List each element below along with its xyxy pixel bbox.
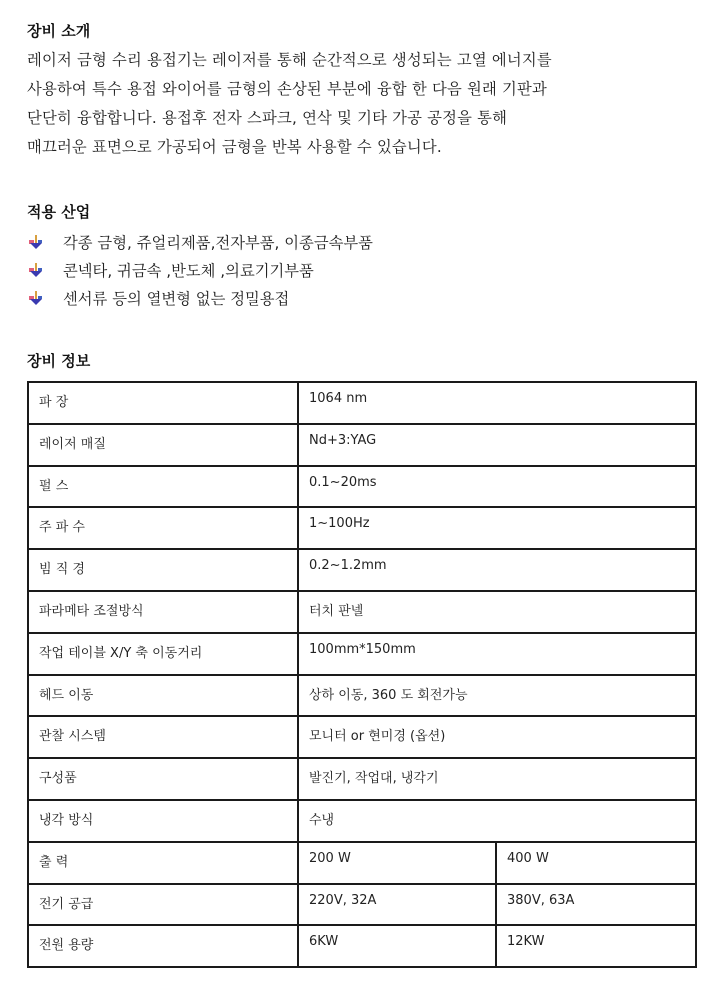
spec-value: 1~100Hz bbox=[298, 507, 696, 549]
intro-line: 매끄러운 표면으로 가공되어 금형을 반복 사용할 수 있습니다. bbox=[27, 138, 442, 156]
arrow-down-bullet-icon bbox=[27, 289, 45, 307]
table-row bbox=[28, 716, 696, 758]
arrow-down-bullet-icon bbox=[27, 233, 45, 251]
spec-label: 파 장 bbox=[28, 382, 298, 424]
spec-value: 수냉 bbox=[298, 800, 696, 842]
spec-label: 레이저 매질 bbox=[28, 424, 298, 466]
spec-value: 상하 이동, 360 도 회전가능 bbox=[298, 675, 696, 717]
list-item bbox=[27, 228, 373, 256]
spec-label: 헤드 이동 bbox=[28, 675, 298, 717]
spec-label: 전기 공급 bbox=[28, 884, 298, 926]
table-row bbox=[28, 633, 696, 675]
spec-label: 관찰 시스템 bbox=[28, 716, 298, 758]
list-item-text: 콘넥타, 귀금속 ,반도체 ,의료기기부품 bbox=[63, 262, 314, 280]
table-row bbox=[28, 842, 696, 884]
spec-value-400w: 400 W bbox=[496, 842, 696, 884]
list-item bbox=[27, 284, 373, 312]
spec-value: Nd+3:YAG bbox=[298, 424, 696, 466]
spec-value-400w: 12KW bbox=[496, 925, 696, 967]
spec-label: 출 력 bbox=[28, 842, 298, 884]
table-row bbox=[28, 507, 696, 549]
spec-label: 전원 용량 bbox=[28, 925, 298, 967]
spec-label: 냉각 방식 bbox=[28, 800, 298, 842]
specs-heading: 장비 정보 bbox=[27, 352, 91, 370]
table-row bbox=[28, 925, 696, 967]
spec-value: 0.2~1.2mm bbox=[298, 549, 696, 591]
intro-line: 레이저 금형 수리 용접기는 레이저를 통해 순간적으로 생성되는 고열 에너지를 bbox=[27, 51, 552, 69]
intro-paragraph bbox=[27, 46, 707, 162]
spec-value-200w: 200 W bbox=[298, 842, 496, 884]
applications-list bbox=[27, 228, 373, 312]
table-row bbox=[28, 758, 696, 800]
intro-heading: 장비 소개 bbox=[27, 22, 91, 40]
table-row bbox=[28, 382, 696, 424]
table-row bbox=[28, 800, 696, 842]
spec-label: 작업 테이블 X/Y 축 이동거리 bbox=[28, 633, 298, 675]
spec-value-400w: 380V, 63A bbox=[496, 884, 696, 926]
spec-label: 구성품 bbox=[28, 758, 298, 800]
table-row bbox=[28, 675, 696, 717]
spec-value: 터치 판넬 bbox=[298, 591, 696, 633]
spec-value: 100mm*150mm bbox=[298, 633, 696, 675]
applications-heading: 적용 산업 bbox=[27, 203, 91, 221]
spec-value-200w: 6KW bbox=[298, 925, 496, 967]
spec-label: 파라메타 조절방식 bbox=[28, 591, 298, 633]
list-item-text: 각종 금형, 쥬얼리제품,전자부품, 이종금속부품 bbox=[63, 234, 373, 252]
spec-label: 주 파 수 bbox=[28, 507, 298, 549]
list-item-text: 센서류 등의 열변형 없는 정밀용접 bbox=[63, 290, 290, 308]
spec-label: 펄 스 bbox=[28, 466, 298, 508]
spec-value: 0.1~20ms bbox=[298, 466, 696, 508]
spec-value: 1064 nm bbox=[298, 382, 696, 424]
spec-table bbox=[27, 381, 697, 968]
table-row bbox=[28, 466, 696, 508]
spec-value: 모니터 or 현미경 (옵션) bbox=[298, 716, 696, 758]
arrow-down-bullet-icon bbox=[27, 261, 45, 279]
intro-line: 사용하여 특수 용접 와이어를 금형의 손상된 부분에 융합 한 다음 원래 기판과 bbox=[27, 80, 547, 98]
intro-line: 단단히 융합합니다. 용접후 전자 스파크, 연삭 및 기타 가공 공정을 통해 bbox=[27, 109, 508, 127]
spec-label: 빔 직 경 bbox=[28, 549, 298, 591]
spec-value-200w: 220V, 32A bbox=[298, 884, 496, 926]
spec-value: 발진기, 작업대, 냉각기 bbox=[298, 758, 696, 800]
table-row bbox=[28, 591, 696, 633]
table-row bbox=[28, 549, 696, 591]
table-row bbox=[28, 424, 696, 466]
table-row bbox=[28, 884, 696, 926]
list-item bbox=[27, 256, 373, 284]
